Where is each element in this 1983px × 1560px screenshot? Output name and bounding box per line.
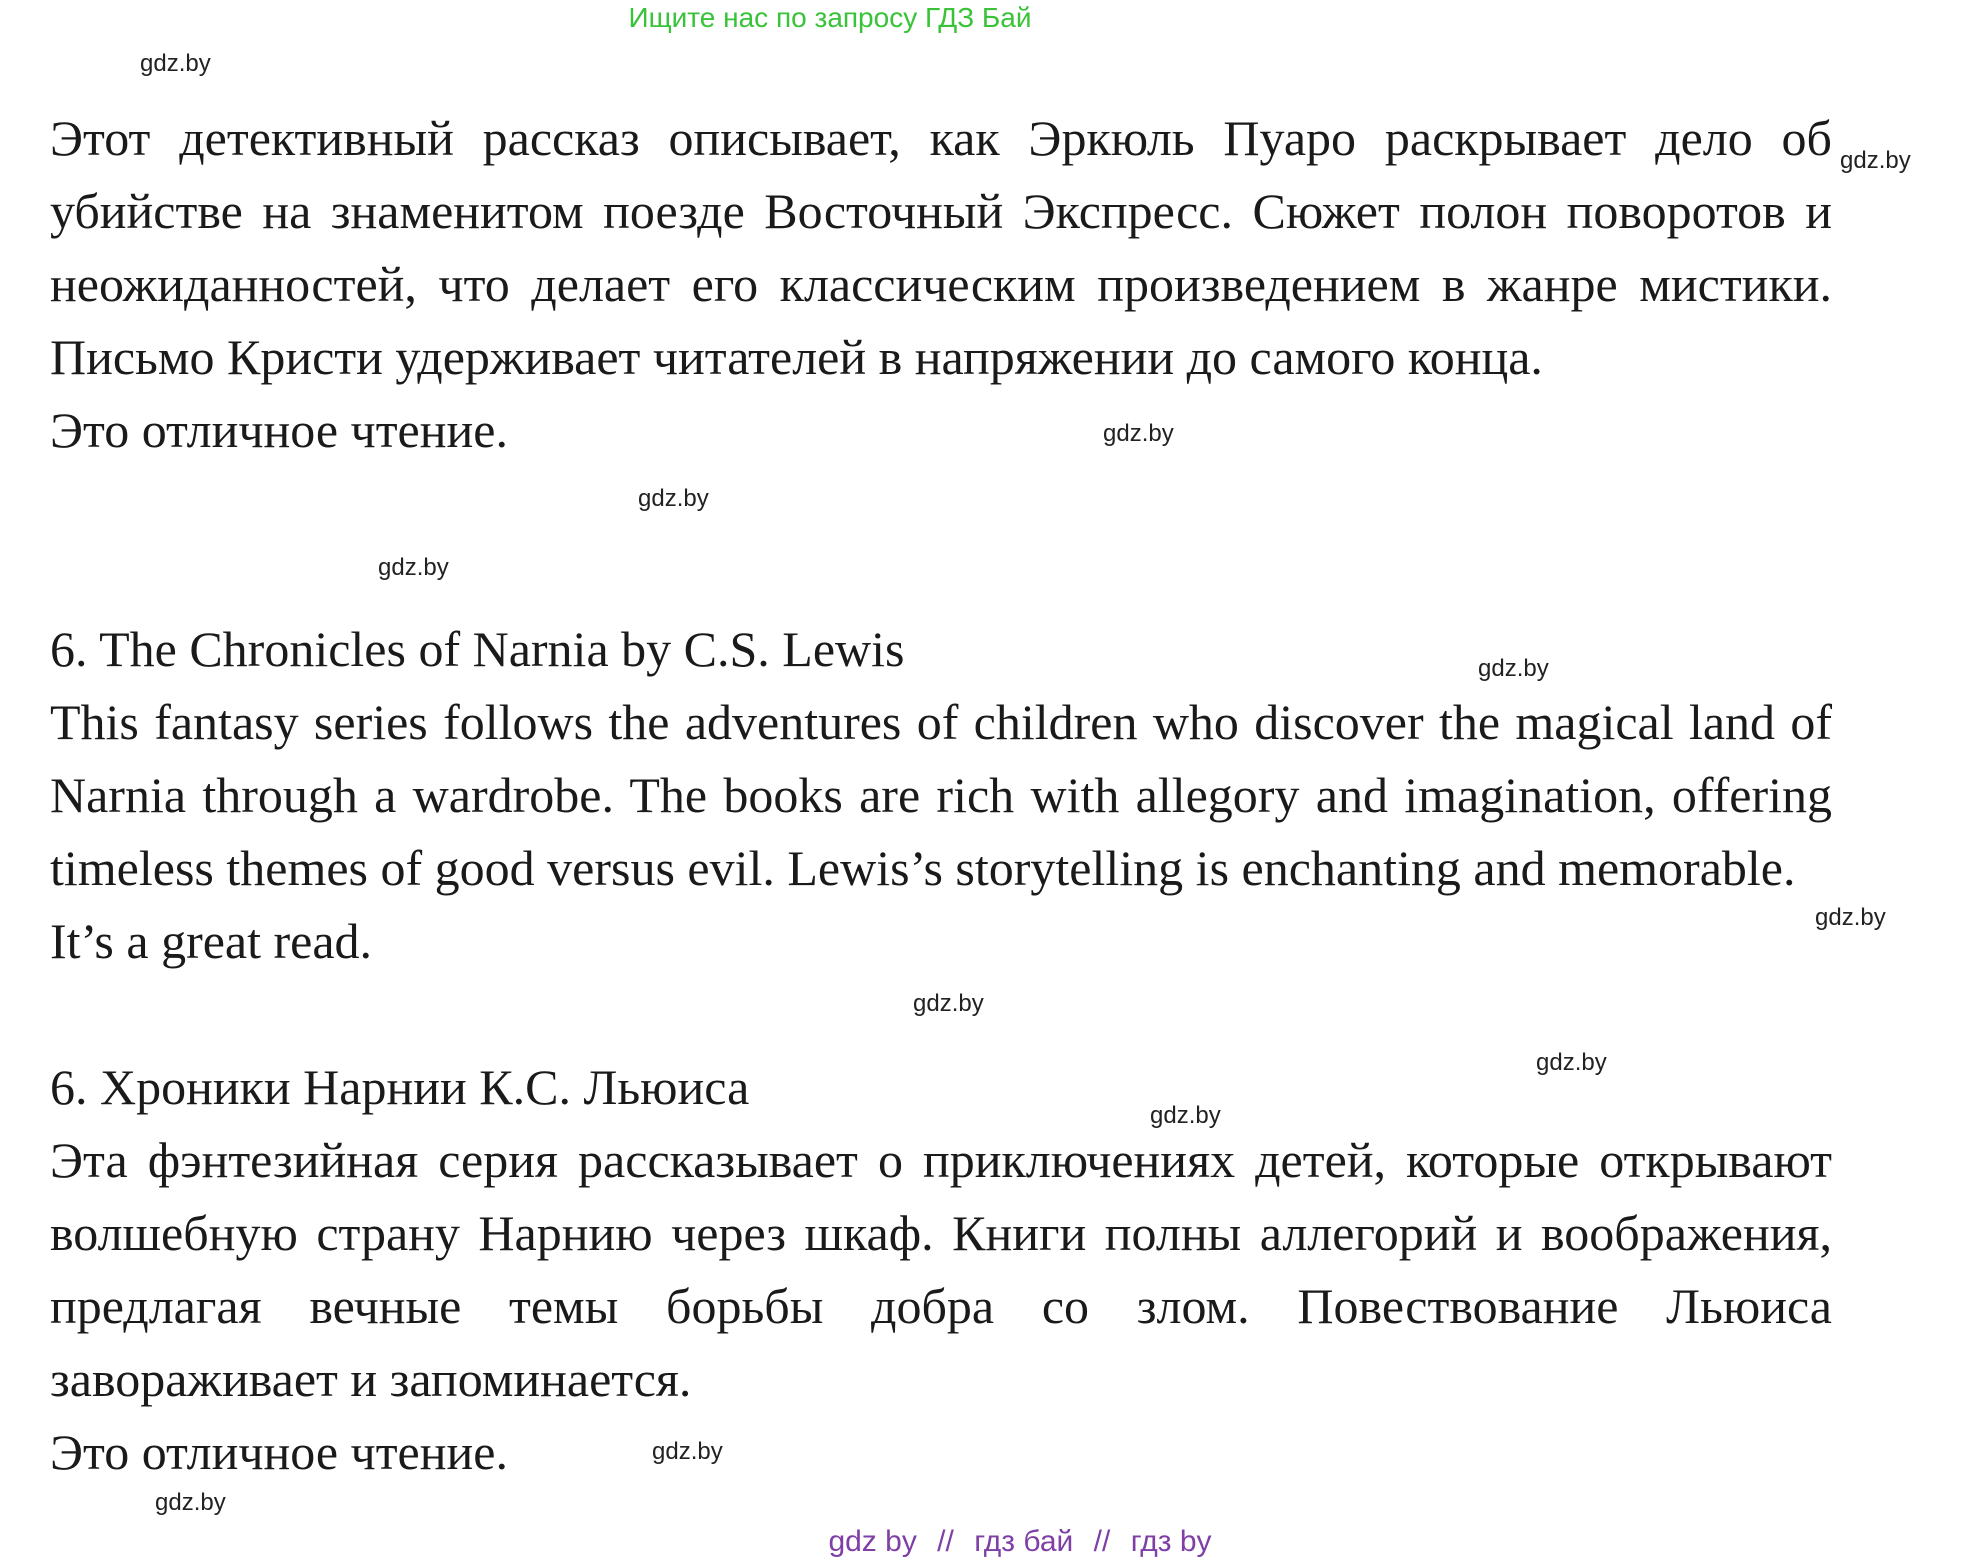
footer-link-gdz-bai[interactable]: гдз бай xyxy=(974,1525,1074,1558)
english-narnia-verdict: It’s a great read. xyxy=(50,913,373,969)
watermark: gdz.by xyxy=(1840,147,1911,174)
watermark: gdz.by xyxy=(1536,1049,1607,1076)
footer-links xyxy=(760,1524,1280,1560)
watermark: gdz.by xyxy=(652,1438,723,1465)
search-banner: Ищите нас по запросу ГДЗ Бай xyxy=(628,2,1032,33)
watermark: gdz.by xyxy=(1103,420,1174,447)
watermark: gdz.by xyxy=(155,1489,226,1516)
russian-narnia-verdict: Это отличное чтение. xyxy=(50,1424,508,1480)
footer-link-gdz-by-cyr[interactable]: гдз by xyxy=(1130,1525,1212,1558)
russian-narnia-paragraph: Эта фэнтезийная серия рассказывает о приключениях детей, которые открывают волшебную страну Нарнию через шкаф. Книги полны аллегорий и воображения, предлагая вечные темы борьбы добра со злом. Повествование Льюиса завораживает и запоминается. xyxy=(50,1132,1832,1407)
footer-separator: // xyxy=(1093,1525,1111,1558)
footer-link-gdz-by[interactable]: gdz by xyxy=(828,1525,917,1558)
watermark: gdz.by xyxy=(1150,1102,1221,1129)
watermark: gdz.by xyxy=(1815,904,1886,931)
russian-agatha-paragraph: Этот детективный рассказ описывает, как Эркюль Пуаро раскрывает дело об убийстве на знаменитом поезде Восточный Экспресс. Сюжет полон поворотов и неожиданностей, что делает его классическим произведением в жанре мистики. Письмо Кристи удерживает читателей в напряжении до самого конца. xyxy=(50,110,1832,385)
footer-separator: // xyxy=(937,1525,954,1558)
russian-agatha-verdict: Это отличное чтение. xyxy=(50,402,508,458)
watermark: gdz.by xyxy=(1478,655,1549,682)
russian-agatha-section xyxy=(50,102,1832,467)
english-narnia-title: 6. The Chronicles of Narnia by C.S. Lewis xyxy=(50,621,905,677)
english-narnia-paragraph: This fantasy series follows the adventures of children who discover the magical land of Narnia through a wardrobe. The books are rich with allegory and imagination, offering timeless themes of good versus evil. Lewis’s storytelling is enchanting and memorable. xyxy=(50,694,1832,896)
watermark: gdz.by xyxy=(378,554,449,581)
russian-narnia-title: 6. Хроники Нарнии К.С. Льюиса xyxy=(50,1059,750,1115)
english-narnia-section xyxy=(50,613,1832,978)
watermark: gdz.by xyxy=(140,50,211,77)
russian-narnia-section xyxy=(50,1051,1832,1489)
watermark: gdz.by xyxy=(913,990,984,1017)
watermark: gdz.by xyxy=(638,485,709,512)
